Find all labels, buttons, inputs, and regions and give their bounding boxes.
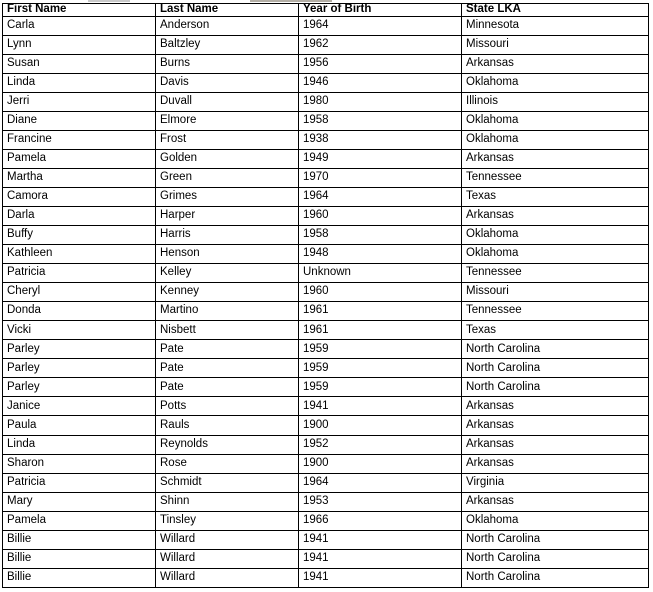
cell-year-of-birth: 1956	[299, 54, 462, 73]
table-row	[3, 378, 649, 397]
cell-first-name: Susan	[3, 54, 156, 73]
table-row	[3, 454, 649, 473]
cell-last-name: Anderson	[156, 16, 299, 35]
cell-year-of-birth: 1949	[299, 149, 462, 168]
table-row	[3, 226, 649, 245]
cell-first-name: Mary	[3, 492, 156, 511]
cell-state-lka: Missouri	[462, 283, 649, 302]
cell-last-name: Tinsley	[156, 511, 299, 530]
table-row	[3, 130, 649, 149]
cell-state-lka: Arkansas	[462, 492, 649, 511]
top-cutoff-artifact-left	[88, 0, 130, 2]
cell-last-name: Green	[156, 168, 299, 187]
table-row	[3, 264, 649, 283]
cell-year-of-birth: 1948	[299, 245, 462, 264]
column-header-last-name: Last Name	[156, 4, 299, 17]
table-row	[3, 149, 649, 168]
cell-year-of-birth: 1964	[299, 473, 462, 492]
table-row	[3, 416, 649, 435]
cell-first-name: Lynn	[3, 35, 156, 54]
cell-state-lka: North Carolina	[462, 549, 649, 568]
cell-last-name: Pate	[156, 359, 299, 378]
table-row	[3, 35, 649, 54]
table-row	[3, 321, 649, 340]
cell-year-of-birth: 1941	[299, 530, 462, 549]
cell-year-of-birth: Unknown	[299, 264, 462, 283]
table-row	[3, 111, 649, 130]
top-cutoff-artifact-center	[250, 0, 332, 2]
cell-year-of-birth: 1964	[299, 187, 462, 206]
cell-state-lka: Oklahoma	[462, 511, 649, 530]
cell-first-name: Cheryl	[3, 283, 156, 302]
table-row	[3, 283, 649, 302]
cell-first-name: Billie	[3, 549, 156, 568]
table-row	[3, 206, 649, 225]
cell-last-name: Henson	[156, 245, 299, 264]
cell-state-lka: Oklahoma	[462, 245, 649, 264]
cell-state-lka: Minnesota	[462, 16, 649, 35]
table-row	[3, 168, 649, 187]
cell-first-name: Pamela	[3, 149, 156, 168]
cell-first-name: Parley	[3, 359, 156, 378]
cell-last-name: Potts	[156, 397, 299, 416]
cell-state-lka: North Carolina	[462, 340, 649, 359]
cell-last-name: Harper	[156, 206, 299, 225]
cell-first-name: Camora	[3, 187, 156, 206]
cell-first-name: Janice	[3, 397, 156, 416]
cell-year-of-birth: 1900	[299, 416, 462, 435]
cell-first-name: Paula	[3, 416, 156, 435]
cell-last-name: Burns	[156, 54, 299, 73]
cell-year-of-birth: 1900	[299, 454, 462, 473]
cell-last-name: Willard	[156, 568, 299, 587]
cell-state-lka: Arkansas	[462, 454, 649, 473]
cell-state-lka: Arkansas	[462, 435, 649, 454]
cell-last-name: Rauls	[156, 416, 299, 435]
cell-last-name: Baltzley	[156, 35, 299, 54]
cell-year-of-birth: 1960	[299, 206, 462, 225]
table-row	[3, 73, 649, 92]
cell-first-name: Vicki	[3, 321, 156, 340]
table-row	[3, 187, 649, 206]
cell-first-name: Parley	[3, 378, 156, 397]
cell-last-name: Nisbett	[156, 321, 299, 340]
cell-state-lka: Tennessee	[462, 302, 649, 321]
cell-state-lka: North Carolina	[462, 359, 649, 378]
table-row	[3, 302, 649, 321]
cell-last-name: Shinn	[156, 492, 299, 511]
cell-last-name: Grimes	[156, 187, 299, 206]
table-row	[3, 568, 649, 587]
cell-last-name: Duvall	[156, 92, 299, 111]
cell-last-name: Schmidt	[156, 473, 299, 492]
cell-state-lka: Texas	[462, 321, 649, 340]
cell-first-name: Buffy	[3, 226, 156, 245]
cell-year-of-birth: 1961	[299, 321, 462, 340]
cell-state-lka: Arkansas	[462, 416, 649, 435]
table-row	[3, 530, 649, 549]
cell-year-of-birth: 1960	[299, 283, 462, 302]
cell-first-name: Linda	[3, 435, 156, 454]
people-table-container	[2, 3, 649, 588]
cell-year-of-birth: 1959	[299, 378, 462, 397]
cell-first-name: Patricia	[3, 473, 156, 492]
people-table	[2, 3, 649, 588]
cell-first-name: Billie	[3, 530, 156, 549]
table-row	[3, 16, 649, 35]
cell-last-name: Willard	[156, 530, 299, 549]
cell-year-of-birth: 1938	[299, 130, 462, 149]
cell-first-name: Francine	[3, 130, 156, 149]
cell-year-of-birth: 1941	[299, 549, 462, 568]
cell-last-name: Pate	[156, 340, 299, 359]
cell-state-lka: North Carolina	[462, 530, 649, 549]
cell-first-name: Pamela	[3, 511, 156, 530]
column-header-state-lka: State LKA	[462, 4, 649, 17]
cell-state-lka: Texas	[462, 187, 649, 206]
cell-year-of-birth: 1941	[299, 397, 462, 416]
table-row	[3, 92, 649, 111]
cell-first-name: Sharon	[3, 454, 156, 473]
cell-year-of-birth: 1946	[299, 73, 462, 92]
cell-first-name: Jerri	[3, 92, 156, 111]
cell-state-lka: Arkansas	[462, 149, 649, 168]
cell-year-of-birth: 1962	[299, 35, 462, 54]
cell-last-name: Frost	[156, 130, 299, 149]
table-row	[3, 511, 649, 530]
cell-last-name: Golden	[156, 149, 299, 168]
table-row	[3, 435, 649, 454]
cell-year-of-birth: 1980	[299, 92, 462, 111]
cell-first-name: Donda	[3, 302, 156, 321]
cell-last-name: Davis	[156, 73, 299, 92]
cell-first-name: Linda	[3, 73, 156, 92]
cell-year-of-birth: 1958	[299, 111, 462, 130]
cell-year-of-birth: 1964	[299, 16, 462, 35]
table-row	[3, 473, 649, 492]
cell-state-lka: North Carolina	[462, 378, 649, 397]
cell-state-lka: Arkansas	[462, 397, 649, 416]
cell-state-lka: Oklahoma	[462, 73, 649, 92]
cell-state-lka: Illinois	[462, 92, 649, 111]
cell-last-name: Willard	[156, 549, 299, 568]
table-row	[3, 54, 649, 73]
header-row	[3, 4, 649, 17]
table-body	[3, 16, 649, 588]
cell-state-lka: Tennessee	[462, 264, 649, 283]
table-row	[3, 397, 649, 416]
cell-state-lka: Virginia	[462, 473, 649, 492]
cell-state-lka: Arkansas	[462, 54, 649, 73]
cell-year-of-birth: 1959	[299, 340, 462, 359]
cell-state-lka: Oklahoma	[462, 111, 649, 130]
table-row	[3, 340, 649, 359]
cell-first-name: Parley	[3, 340, 156, 359]
column-header-first-name: First Name	[3, 4, 156, 17]
table-row	[3, 245, 649, 264]
cell-first-name: Billie	[3, 568, 156, 587]
cell-first-name: Martha	[3, 168, 156, 187]
cell-first-name: Patricia	[3, 264, 156, 283]
cell-state-lka: North Carolina	[462, 568, 649, 587]
cell-year-of-birth: 1952	[299, 435, 462, 454]
table-row	[3, 359, 649, 378]
column-header-year-of-birth: Year of Birth	[299, 4, 462, 17]
table-row	[3, 549, 649, 568]
cell-state-lka: Oklahoma	[462, 226, 649, 245]
cell-first-name: Kathleen	[3, 245, 156, 264]
cell-state-lka: Arkansas	[462, 206, 649, 225]
cell-year-of-birth: 1958	[299, 226, 462, 245]
cell-state-lka: Tennessee	[462, 168, 649, 187]
cell-last-name: Harris	[156, 226, 299, 245]
cell-year-of-birth: 1970	[299, 168, 462, 187]
table-header	[3, 4, 649, 17]
cell-first-name: Darla	[3, 206, 156, 225]
table-row	[3, 492, 649, 511]
cell-last-name: Kelley	[156, 264, 299, 283]
cell-last-name: Kenney	[156, 283, 299, 302]
cell-last-name: Pate	[156, 378, 299, 397]
cell-year-of-birth: 1941	[299, 568, 462, 587]
cell-last-name: Rose	[156, 454, 299, 473]
cell-year-of-birth: 1966	[299, 511, 462, 530]
cell-first-name: Carla	[3, 16, 156, 35]
cell-last-name: Martino	[156, 302, 299, 321]
cell-last-name: Reynolds	[156, 435, 299, 454]
cell-year-of-birth: 1961	[299, 302, 462, 321]
cell-last-name: Elmore	[156, 111, 299, 130]
cell-year-of-birth: 1959	[299, 359, 462, 378]
cell-first-name: Diane	[3, 111, 156, 130]
cell-state-lka: Missouri	[462, 35, 649, 54]
cell-year-of-birth: 1953	[299, 492, 462, 511]
cell-state-lka: Oklahoma	[462, 130, 649, 149]
